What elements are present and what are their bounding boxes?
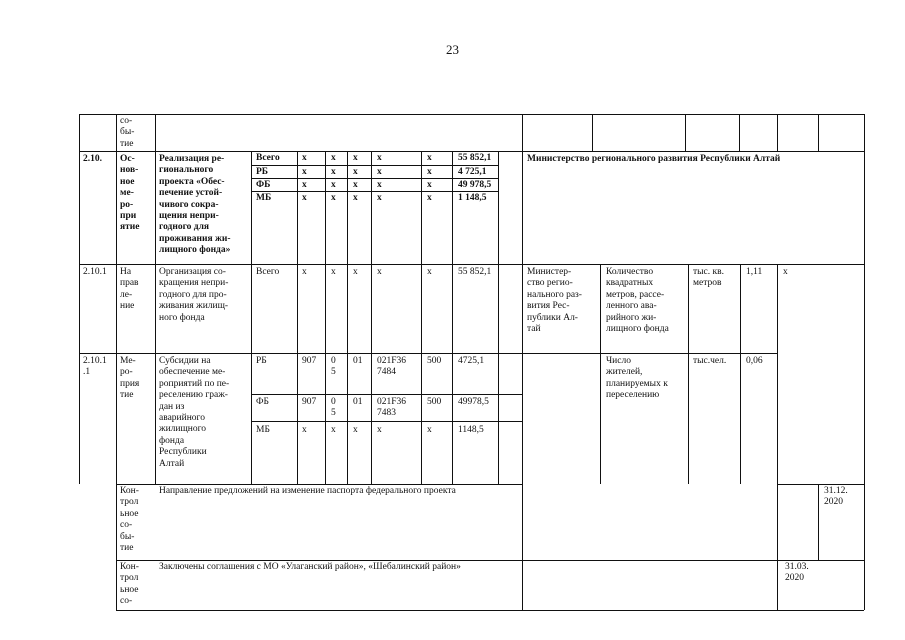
grid-line-v <box>739 114 740 151</box>
grid-line-h <box>251 421 522 422</box>
grid-line-h <box>79 353 777 354</box>
code-cell: х <box>331 193 336 203</box>
amount-cell: 49978,5 <box>458 397 489 407</box>
source-label: РБ <box>256 356 267 366</box>
grid-line-h <box>79 264 864 265</box>
code-cell: х <box>427 267 432 277</box>
code-cell: х <box>353 267 358 277</box>
control-event-text: Заключены соглашения с МО «Улаганский район», «Шебалинский район» <box>159 562 461 572</box>
grid-line-v <box>864 114 865 610</box>
grid-line-v <box>498 151 499 264</box>
code-cell: х <box>353 425 358 435</box>
executor-cell: Министер- ство регио- нального раз- вития Рес- публики Ал- тай <box>527 267 582 335</box>
code-cell: х <box>427 153 432 163</box>
grid-line-v <box>740 264 741 484</box>
code-cell: х <box>427 425 432 435</box>
row-type: На прав ле- ние <box>120 267 139 312</box>
code-cell: х <box>302 193 307 203</box>
code-cell: 907 <box>302 397 317 407</box>
indicator-cell: Количество квадратных метров, рассе- ленного ава- рийного жи- лищного фонда <box>606 267 669 335</box>
code-cell: х <box>377 193 382 203</box>
code-cell: 907 <box>302 356 317 366</box>
amount-cell: 1 148,5 <box>458 193 487 203</box>
control-event-date: 31.03. 2020 <box>785 562 809 584</box>
amount-cell: 55 852,1 <box>458 153 492 163</box>
row-type: Ос- нов- ное ме- ро- при ятие <box>120 154 140 233</box>
code-cell: х <box>331 425 336 435</box>
source-label: МБ <box>256 193 272 203</box>
page-number: 23 <box>446 42 459 57</box>
row-type: Кон- трол ьное со- <box>120 562 139 607</box>
source-label: Всего <box>256 153 280 163</box>
row-type: Ме- ро- прия тие <box>120 356 140 401</box>
grid-line-v <box>600 264 601 484</box>
unit-cell: тыс. кв. метров <box>693 267 724 289</box>
grid-line-v <box>777 264 778 610</box>
value-cell: 1,11 <box>746 267 763 277</box>
grid-line-v <box>688 264 689 484</box>
code-cell: 021F36 7484 <box>377 356 407 378</box>
source-label: ФБ <box>256 397 269 407</box>
row-name: Субсидии на обеспечение ме- роприятий по пе- реселению граж- дан из аварийного жилищного фонда Республики Алтай <box>159 356 230 469</box>
code-cell: х <box>353 180 358 190</box>
indicator-cell: Число жителей, планируемых к переселению <box>606 356 668 401</box>
grid-line-v <box>522 114 523 610</box>
code-cell: х <box>427 180 432 190</box>
row-type: Кон- трол ьное со- бы- тие <box>120 486 139 554</box>
code-cell: х <box>302 167 307 177</box>
code-cell: 500 <box>427 397 442 407</box>
row-number: 2.10.1 <box>83 267 107 277</box>
amount-cell: 55 852,1 <box>458 267 492 277</box>
source-label: РБ <box>256 167 269 177</box>
code-cell: х <box>427 167 432 177</box>
top-type-cell: со- бы- тие <box>120 116 135 149</box>
grid-line-v <box>777 114 778 151</box>
code-cell: х <box>353 153 358 163</box>
row-number: 2.10. <box>83 154 102 164</box>
grid-line-h <box>251 394 522 395</box>
grid-line-v <box>452 151 453 484</box>
grid-line-v <box>685 114 686 151</box>
row-name: Организация со- кращения непри- годного для про- живания жилищ- ного фонда <box>159 267 229 323</box>
control-event-date: 31.12. 2020 <box>824 486 848 508</box>
amount-cell: 4 725,1 <box>458 167 487 177</box>
source-label: ФБ <box>256 180 271 190</box>
row-name: Реализация ре- гионального проекта «Обес- печение устой- чивого сокра- щения непри- годного для проживания жи- лищного фонда» <box>159 154 231 256</box>
code-cell: х <box>302 153 307 163</box>
code-cell: х <box>353 167 358 177</box>
grid-line-v <box>592 114 593 151</box>
grid-line-v <box>297 151 298 484</box>
grid-line-v <box>818 114 819 151</box>
value-cell: 0,06 <box>746 356 763 366</box>
code-cell: х <box>377 180 382 190</box>
code-cell: 021F36 7483 <box>377 397 407 419</box>
extra-cell: х <box>783 267 788 277</box>
grid-line-v <box>79 114 80 484</box>
grid-line-v <box>818 484 819 560</box>
grid-line-h <box>116 610 864 611</box>
unit-cell: тыс.чел. <box>693 356 727 366</box>
code-cell: х <box>331 267 336 277</box>
code-cell: х <box>377 267 382 277</box>
grid-line-v <box>421 151 422 484</box>
code-cell: х <box>331 180 336 190</box>
code-cell: х <box>427 193 432 203</box>
code-cell: 0 5 <box>331 356 336 378</box>
grid-line-v <box>325 151 326 484</box>
control-event-text: Направление предложений на изменение паспорта федерального проекта <box>159 486 456 496</box>
amount-cell: 49 978,5 <box>458 180 492 190</box>
code-cell: 0 5 <box>331 397 336 419</box>
row-number: 2.10.1 .1 <box>83 356 107 378</box>
code-cell: х <box>331 167 336 177</box>
code-cell: х <box>331 153 336 163</box>
grid-line-h <box>79 114 864 115</box>
source-label: Всего <box>256 267 280 277</box>
code-cell: 500 <box>427 356 442 366</box>
code-cell: х <box>353 193 358 203</box>
code-cell: х <box>377 153 382 163</box>
code-cell: х <box>302 425 307 435</box>
code-cell: х <box>302 267 307 277</box>
source-label: МБ <box>256 425 270 435</box>
executor-cell: Министерство регионального развития Республики Алтай <box>527 154 781 164</box>
code-cell: х <box>377 167 382 177</box>
grid-line-v <box>371 151 372 484</box>
code-cell: х <box>377 425 382 435</box>
code-cell: х <box>302 180 307 190</box>
amount-cell: 1148,5 <box>458 425 484 435</box>
code-cell: 01 <box>353 397 363 407</box>
grid-line-v <box>347 151 348 484</box>
amount-cell: 4725,1 <box>458 356 485 366</box>
grid-line-v <box>498 264 499 484</box>
code-cell: 01 <box>353 356 363 366</box>
